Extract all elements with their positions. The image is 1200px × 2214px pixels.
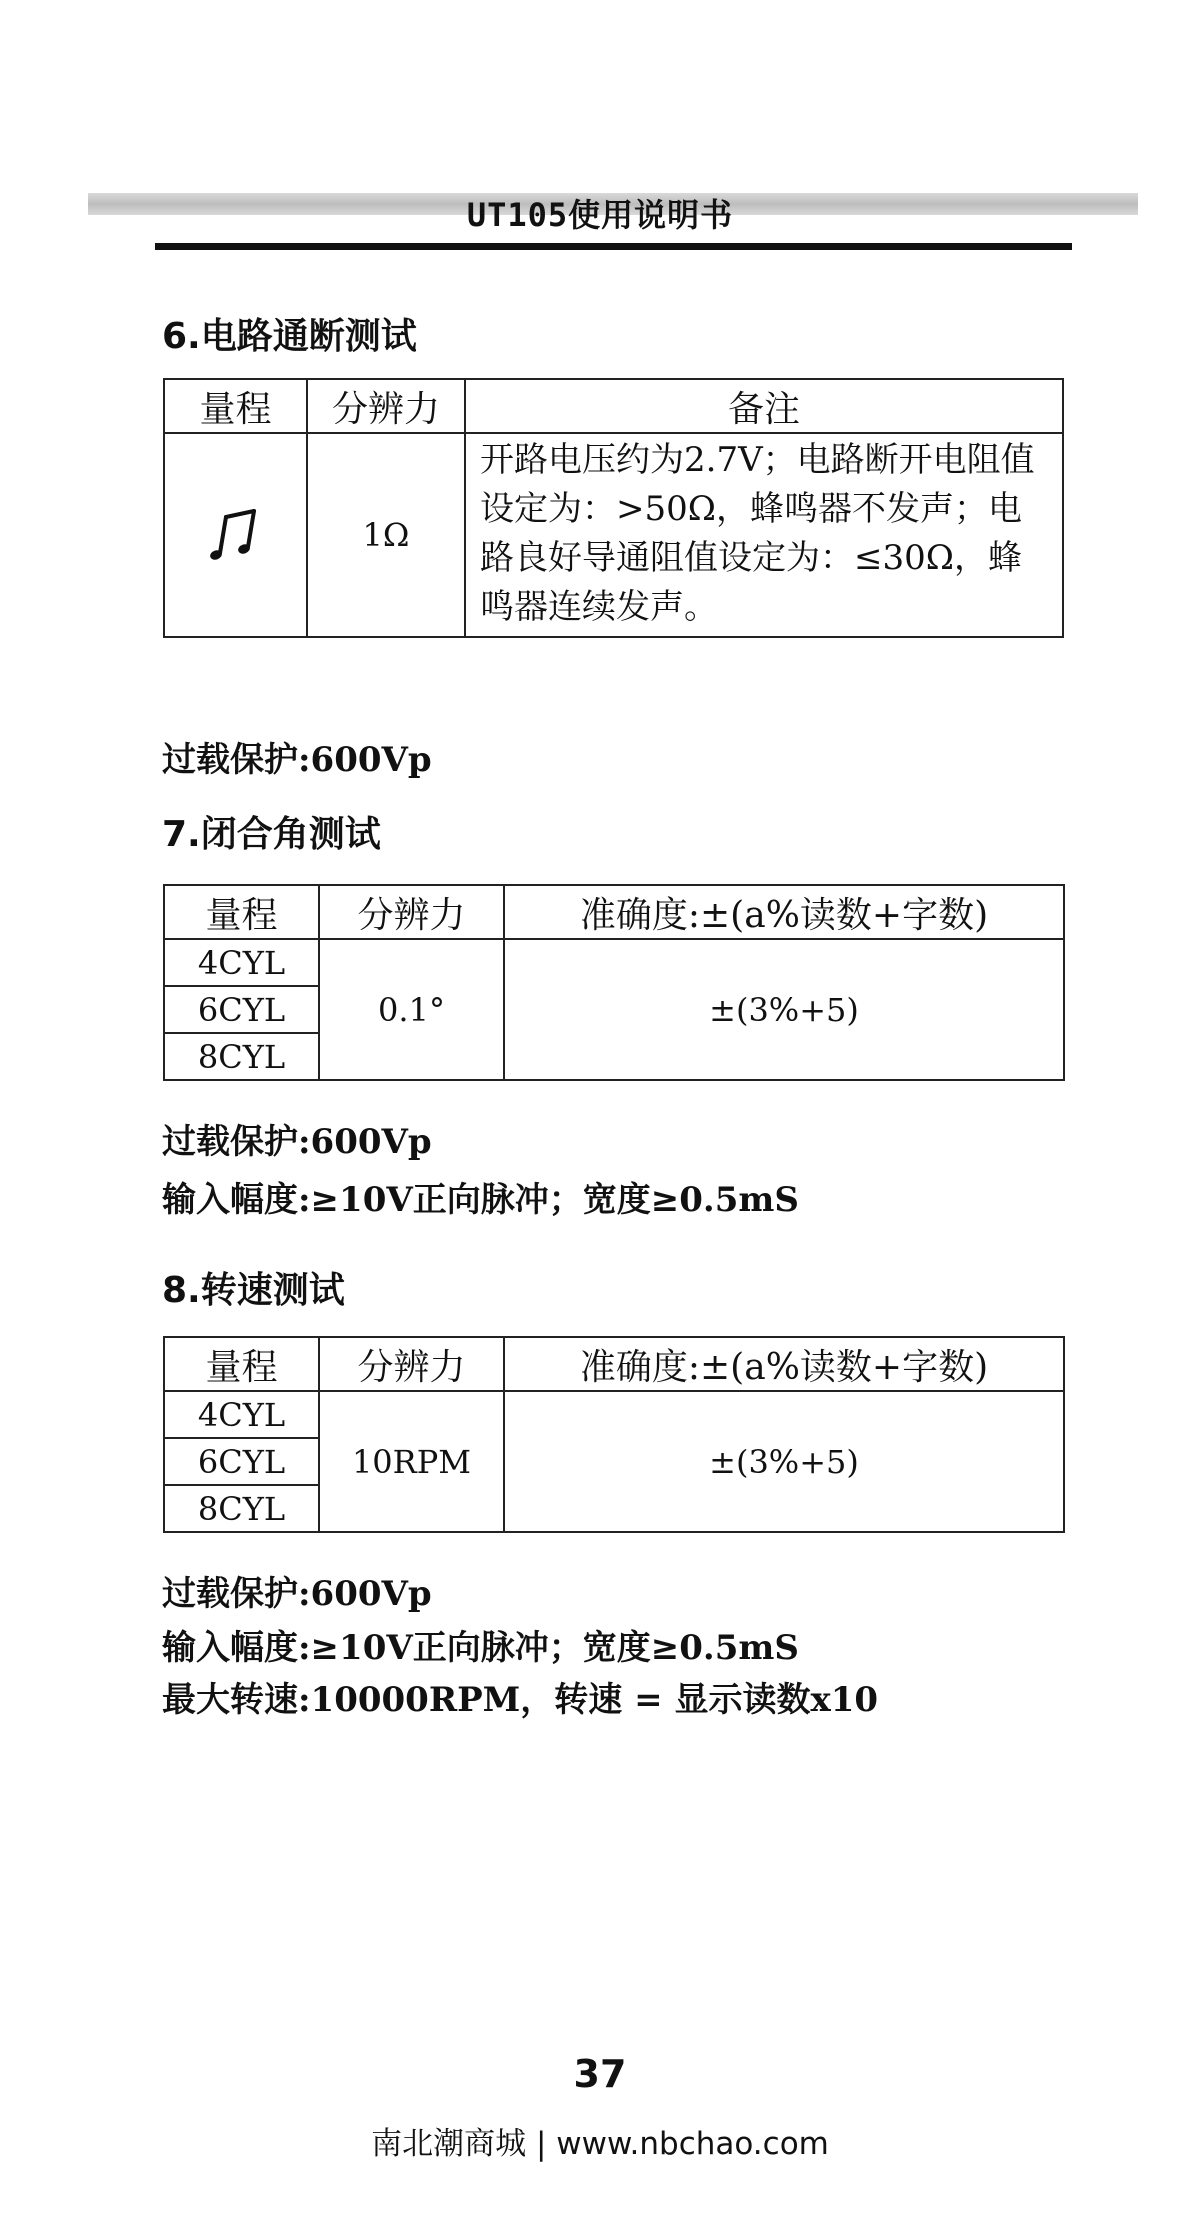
table-row	[164, 1391, 1064, 1438]
header-range: 量程	[164, 379, 307, 433]
music-note-buzzer-icon	[208, 503, 264, 563]
header-accuracy: 准确度:±(a%读数+字数)	[504, 885, 1064, 939]
max-speed: 最大转速:10000RPM，转速 = 显示读数x10	[162, 1680, 879, 1720]
header-resolution: 分辨力	[319, 1337, 504, 1391]
header-note: 备注	[465, 379, 1063, 433]
resolution-cell: 1Ω	[307, 433, 465, 637]
rpm-table	[163, 1336, 1065, 1533]
document-title: UT105使用说明书	[466, 196, 734, 234]
table-row	[164, 939, 1064, 986]
resolution-cell: 10RPM	[319, 1391, 504, 1532]
range-cell: 4CYL	[164, 1391, 319, 1438]
note-cell: 开路电压约为2.7V；电路断开电阻值设定为：>50Ω，蜂鸣器不发声；电路良好导通阻值设定为：≤30Ω，蜂鸣器连续发声。	[465, 433, 1063, 637]
continuity-table	[163, 378, 1064, 638]
resolution-cell: 0.1°	[319, 939, 504, 1080]
table-header-row	[164, 1337, 1064, 1391]
range-cell: 6CYL	[164, 1438, 319, 1485]
dwell-angle-table	[163, 884, 1065, 1081]
table-header-row	[164, 885, 1064, 939]
range-cell: 8CYL	[164, 1033, 319, 1080]
header-resolution: 分辨力	[307, 379, 465, 433]
table-row	[164, 433, 1063, 637]
range-cell: 8CYL	[164, 1485, 319, 1532]
input-amplitude-7: 输入幅度:≥10V正向脉冲；宽度≥0.5mS	[162, 1180, 799, 1220]
overload-protection-7: 过载保护:600Vp	[162, 1122, 432, 1162]
accuracy-cell: ±(3%+5)	[504, 939, 1064, 1080]
overload-protection-6: 过载保护:600Vp	[162, 740, 432, 780]
section-7-title: 7.闭合角测试	[162, 814, 381, 855]
range-cell: 4CYL	[164, 939, 319, 986]
page-number: 37	[573, 2052, 627, 2096]
section-6-title: 6.电路通断测试	[162, 316, 417, 357]
footer-watermark: 南北潮商城 | www.nbchao.com	[371, 2126, 829, 2162]
header-resolution: 分辨力	[319, 885, 504, 939]
overload-protection-8: 过载保护:600Vp	[162, 1574, 432, 1614]
header-accuracy: 准确度:±(a%读数+字数)	[504, 1337, 1064, 1391]
header-rule	[155, 243, 1072, 250]
section-8-title: 8.转速测试	[162, 1270, 345, 1311]
range-cell: 6CYL	[164, 986, 319, 1033]
accuracy-cell: ±(3%+5)	[504, 1391, 1064, 1532]
range-cell	[164, 433, 307, 637]
table-header-row	[164, 379, 1063, 433]
header-range: 量程	[164, 885, 319, 939]
input-amplitude-8: 输入幅度:≥10V正向脉冲；宽度≥0.5mS	[162, 1628, 799, 1668]
header-range: 量程	[164, 1337, 319, 1391]
